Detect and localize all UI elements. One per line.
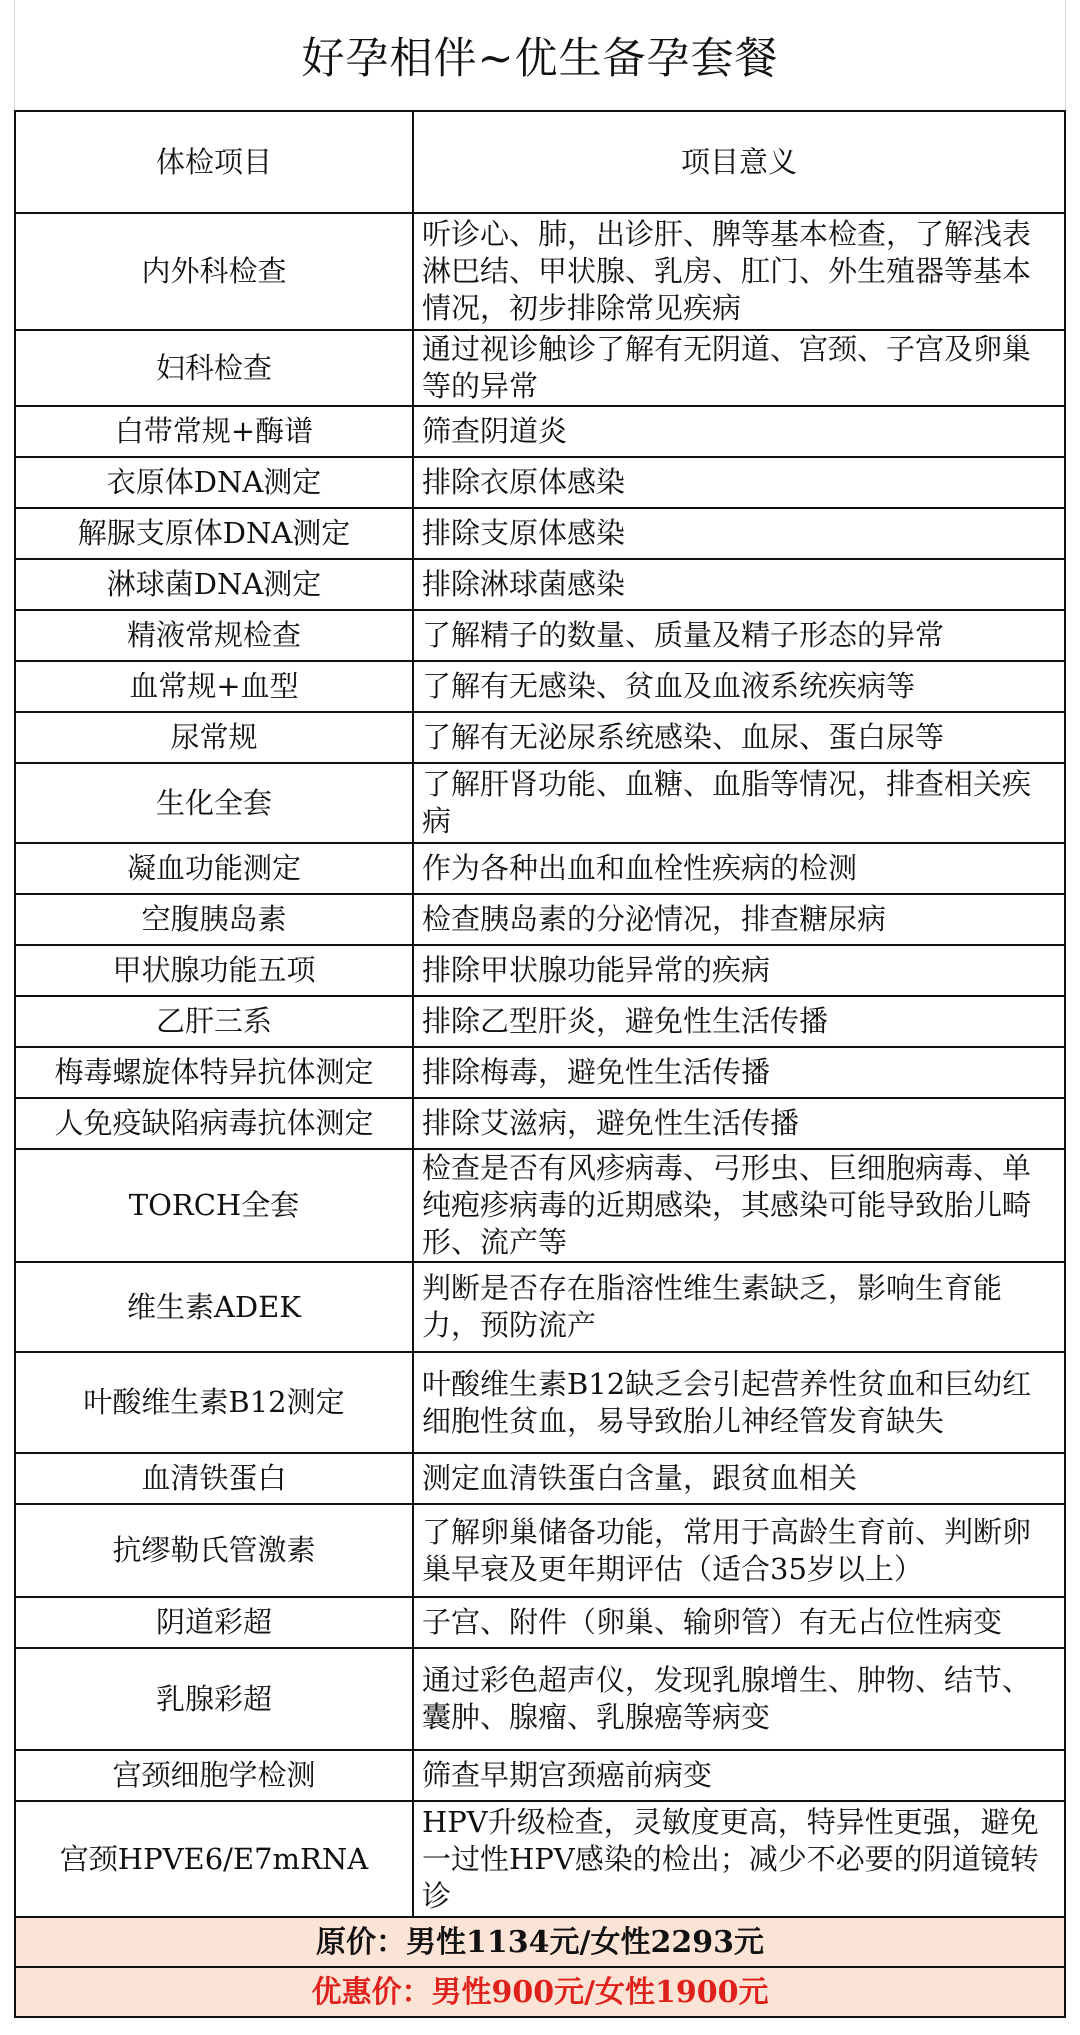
table-row: [15, 1262, 1065, 1352]
exam-meaning: 了解有无泌尿系统感染、血尿、蛋白尿等: [413, 712, 1065, 763]
exam-item: 白带常规+酶谱: [15, 406, 413, 457]
exam-meaning: 排除甲状腺功能异常的疾病: [413, 945, 1065, 996]
exam-meaning: 检查是否有风疹病毒、弓形虫、巨细胞病毒、单纯疱疹病毒的近期感染，其感染可能导致胎儿畸形、流产等: [413, 1149, 1065, 1262]
exam-item: 乳腺彩超: [15, 1648, 413, 1750]
table-header-row: [15, 111, 1065, 213]
table-row: [15, 213, 1065, 330]
exam-meaning: 通过彩色超声仪，发现乳腺增生、肿物、结节、囊肿、腺瘤、乳腺癌等病变: [413, 1648, 1065, 1750]
table-row: [15, 1504, 1065, 1597]
original-price-row: [15, 1917, 1065, 1967]
table-row: [15, 1597, 1065, 1648]
exam-item: 血清铁蛋白: [15, 1453, 413, 1504]
exam-meaning: 检查胰岛素的分泌情况，排查糖尿病: [413, 894, 1065, 945]
exam-item: 阴道彩超: [15, 1597, 413, 1648]
exam-item: 空腹胰岛素: [15, 894, 413, 945]
exam-meaning: HPV升级检查，灵敏度更高，特异性更强，避免一过性HPV感染的检出；减少不必要的阴道镜转诊: [413, 1801, 1065, 1917]
header-meaning: 项目意义: [413, 111, 1065, 213]
exam-item: 血常规+血型: [15, 661, 413, 712]
exam-item: 淋球菌DNA测定: [15, 559, 413, 610]
exam-meaning: 作为各种出血和血栓性疾病的检测: [413, 843, 1065, 894]
table-row: [15, 330, 1065, 406]
exam-item: 解脲支原体DNA测定: [15, 508, 413, 559]
exam-item: 衣原体DNA测定: [15, 457, 413, 508]
table-row: [15, 1801, 1065, 1917]
exam-item: 抗缪勒氏管激素: [15, 1504, 413, 1597]
exam-meaning: 筛查早期宫颈癌前病变: [413, 1750, 1065, 1801]
exam-meaning: 排除淋球菌感染: [413, 559, 1065, 610]
discount-price: 优惠价：男性900元/女性1900元: [15, 1967, 1065, 2017]
exam-item: 生化全套: [15, 763, 413, 843]
exam-item: 尿常规: [15, 712, 413, 763]
exam-meaning: 了解有无感染、贫血及血液系统疾病等: [413, 661, 1065, 712]
table-row: [15, 1648, 1065, 1750]
table-row: [15, 1098, 1065, 1149]
exam-meaning: 了解卵巢储备功能，常用于高龄生育前、判断卵巢早衰及更年期评估（适合35岁以上）: [413, 1504, 1065, 1597]
exam-item: 乙肝三系: [15, 996, 413, 1047]
exam-meaning: 测定血清铁蛋白含量，跟贫血相关: [413, 1453, 1065, 1504]
exam-meaning: 判断是否存在脂溶性维生素缺乏，影响生育能力，预防流产: [413, 1262, 1065, 1352]
table-row: [15, 610, 1065, 661]
table-row: [15, 763, 1065, 843]
exam-item: 内外科检查: [15, 213, 413, 330]
exam-item: 宫颈HPVE6/E7mRNA: [15, 1801, 413, 1917]
exam-meaning: 了解肝肾功能、血糖、血脂等情况，排查相关疾病: [413, 763, 1065, 843]
table-row: [15, 996, 1065, 1047]
exam-meaning: 排除支原体感染: [413, 508, 1065, 559]
table-row: [15, 712, 1065, 763]
exam-meaning: 了解精子的数量、质量及精子形态的异常: [413, 610, 1065, 661]
table-row: [15, 1453, 1065, 1504]
table-row: [15, 661, 1065, 712]
exam-meaning: 排除艾滋病，避免性生活传播: [413, 1098, 1065, 1149]
table-row: [15, 1047, 1065, 1098]
exam-item: 叶酸维生素B12测定: [15, 1352, 413, 1453]
header-item: 体检项目: [15, 111, 413, 213]
exam-item: 精液常规检查: [15, 610, 413, 661]
exam-item: 人免疫缺陷病毒抗体测定: [15, 1098, 413, 1149]
exam-item: 维生素ADEK: [15, 1262, 413, 1352]
table-row: [15, 1149, 1065, 1262]
original-price: 原价：男性1134元/女性2293元: [15, 1917, 1065, 1967]
table-row: [15, 457, 1065, 508]
table-row: [15, 945, 1065, 996]
page-title: 好孕相伴~优生备孕套餐: [14, 0, 1066, 110]
exam-item: 梅毒螺旋体特异抗体测定: [15, 1047, 413, 1098]
table-row: [15, 559, 1065, 610]
package-sheet: [14, 0, 1066, 2018]
exam-item: 甲状腺功能五项: [15, 945, 413, 996]
exam-item: 宫颈细胞学检测: [15, 1750, 413, 1801]
table-row: [15, 894, 1065, 945]
table-row: [15, 508, 1065, 559]
exam-item: 凝血功能测定: [15, 843, 413, 894]
exam-meaning: 排除衣原体感染: [413, 457, 1065, 508]
discount-price-row: [15, 1967, 1065, 2017]
table-row: [15, 843, 1065, 894]
exam-item: TORCH全套: [15, 1149, 413, 1262]
exam-meaning: 排除梅毒，避免性生活传播: [413, 1047, 1065, 1098]
table-row: [15, 1750, 1065, 1801]
table-row: [15, 406, 1065, 457]
exam-meaning: 听诊心、肺，出诊肝、脾等基本检查，了解浅表淋巴结、甲状腺、乳房、肛门、外生殖器等基本情况，初步排除常见疾病: [413, 213, 1065, 330]
exam-meaning: 筛查阴道炎: [413, 406, 1065, 457]
exam-item: 妇科检查: [15, 330, 413, 406]
exam-table: [14, 110, 1066, 2018]
exam-meaning: 子宫、附件（卵巢、输卵管）有无占位性病变: [413, 1597, 1065, 1648]
table-row: [15, 1352, 1065, 1453]
exam-meaning: 叶酸维生素B12缺乏会引起营养性贫血和巨幼红细胞性贫血，易导致胎儿神经管发育缺失: [413, 1352, 1065, 1453]
exam-meaning: 通过视诊触诊了解有无阴道、宫颈、子宫及卵巢等的异常: [413, 330, 1065, 406]
exam-meaning: 排除乙型肝炎，避免性生活传播: [413, 996, 1065, 1047]
